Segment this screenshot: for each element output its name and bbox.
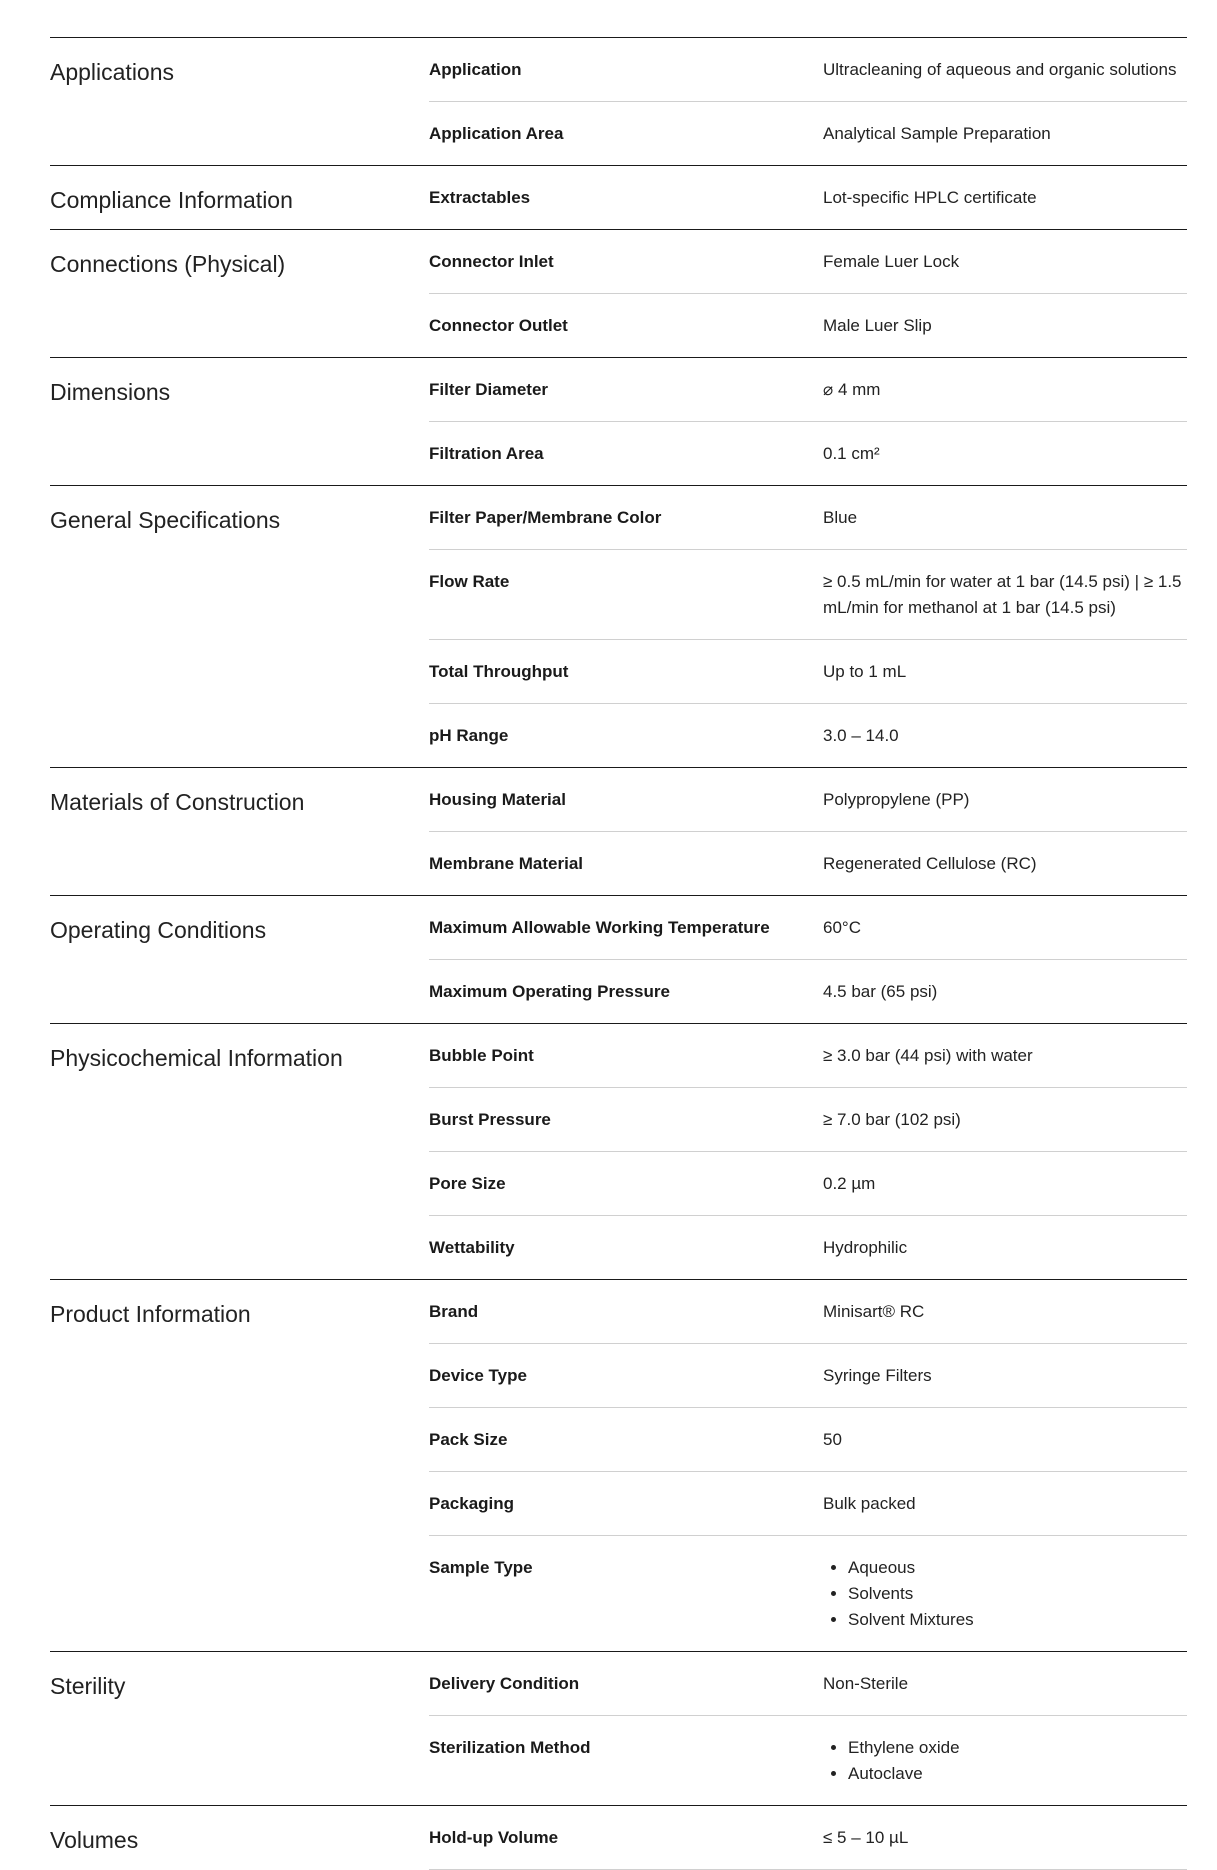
- spec-label: Wettability: [429, 1238, 515, 1257]
- spec-row: [429, 102, 1187, 165]
- spec-group: [50, 767, 1187, 895]
- spec-row: [429, 1806, 1187, 1869]
- list-item: • Autoclave: [848, 1761, 1187, 1787]
- spec-value: 50: [823, 1430, 842, 1449]
- spec-value: Ultracleaning of aqueous and organic solutions: [823, 60, 1177, 79]
- spec-label: Connector Outlet: [429, 316, 568, 335]
- spec-row: [429, 1024, 1187, 1088]
- spec-row: [429, 1152, 1187, 1216]
- spec-group: [50, 485, 1187, 767]
- group-rows: [429, 1806, 1187, 1869]
- group-title: Operating Conditions: [50, 917, 267, 943]
- spec-value: 4.5 bar (65 psi): [823, 982, 938, 1001]
- spec-label: Extractables: [429, 188, 531, 207]
- spec-group: [50, 1279, 1187, 1651]
- spec-label: Filtration Area: [429, 444, 544, 463]
- spec-value-list: [823, 1735, 1187, 1787]
- spec-label: Packaging: [429, 1494, 515, 1513]
- spec-row: [429, 294, 1187, 357]
- spec-row: [429, 1472, 1187, 1536]
- spec-value: Up to 1 mL: [823, 662, 907, 681]
- group-rows: [429, 358, 1187, 485]
- spec-label: Flow Rate: [429, 572, 510, 591]
- spec-value: 0.1 cm²: [823, 444, 880, 463]
- spec-row: [429, 166, 1187, 229]
- spec-group: [50, 1805, 1187, 1869]
- spec-label: Total Throughput: [429, 662, 569, 681]
- group-rows: [429, 768, 1187, 895]
- spec-value: Non-Sterile: [823, 1674, 909, 1693]
- spec-group: [50, 37, 1187, 165]
- spec-row: [429, 1344, 1187, 1408]
- spec-value: [823, 1555, 1187, 1633]
- group-title: Dimensions: [50, 379, 171, 405]
- spec-row: [429, 1088, 1187, 1152]
- spec-row: [429, 422, 1187, 485]
- spec-label: Pore Size: [429, 1174, 506, 1193]
- spec-value: Bulk packed: [823, 1494, 916, 1513]
- spec-group: [50, 229, 1187, 357]
- group-rows: [429, 230, 1187, 357]
- spec-value: Minisart® RC: [823, 1302, 925, 1321]
- spec-label: Housing Material: [429, 790, 566, 809]
- group-title: Materials of Construction: [50, 789, 305, 815]
- spec-value: Syringe Filters: [823, 1366, 932, 1385]
- spec-group: [50, 895, 1187, 1023]
- group-rows: [429, 1280, 1187, 1651]
- spec-row: [429, 1652, 1187, 1716]
- spec-row: [429, 896, 1187, 960]
- spec-label: Bubble Point: [429, 1046, 534, 1065]
- spec-row: [429, 640, 1187, 704]
- spec-row: [429, 704, 1187, 767]
- group-title: Applications: [50, 59, 175, 85]
- group-title: Connections (Physical): [50, 251, 286, 277]
- spec-group: [50, 165, 1187, 229]
- spec-label: Device Type: [429, 1366, 527, 1385]
- spec-value: 0.2 µm: [823, 1174, 876, 1193]
- spec-value: Regenerated Cellulose (RC): [823, 854, 1037, 873]
- list-item: • Solvents: [848, 1581, 1187, 1607]
- spec-value: Analytical Sample Preparation: [823, 124, 1051, 143]
- list-item: • Ethylene oxide: [848, 1735, 1187, 1761]
- group-rows: [429, 166, 1187, 229]
- spec-value: Male Luer Slip: [823, 316, 932, 335]
- spec-row: [429, 230, 1187, 294]
- spec-row: [429, 1536, 1187, 1651]
- spec-value: ≤ 5 – 10 µL: [823, 1828, 909, 1847]
- group-rows: [429, 486, 1187, 767]
- spec-row: [429, 960, 1187, 1023]
- group-rows: [429, 38, 1187, 165]
- spec-label: Burst Pressure: [429, 1110, 551, 1129]
- group-rows: [429, 1652, 1187, 1805]
- spec-row: [429, 832, 1187, 895]
- spec-value: [823, 1735, 1187, 1787]
- spec-row: [429, 550, 1187, 640]
- spec-label: Sample Type: [429, 1558, 533, 1577]
- spec-label: Brand: [429, 1302, 479, 1321]
- group-rows: [429, 896, 1187, 1023]
- spec-label: Delivery Condition: [429, 1674, 580, 1693]
- spec-label: Application Area: [429, 124, 564, 143]
- spec-label: Maximum Operating Pressure: [429, 982, 670, 1001]
- spec-value: ≥ 3.0 bar (44 psi) with water: [823, 1046, 1033, 1065]
- spec-label: Pack Size: [429, 1430, 508, 1449]
- spec-row: [429, 1716, 1187, 1805]
- spec-label: Maximum Allowable Working Temperature: [429, 918, 770, 937]
- spec-group: [50, 357, 1187, 485]
- group-title: Sterility: [50, 1673, 126, 1699]
- spec-value: Hydrophilic: [823, 1238, 908, 1257]
- spec-row: [429, 486, 1187, 550]
- group-rows: [429, 1024, 1187, 1279]
- group-title: Product Information: [50, 1301, 251, 1327]
- spec-value: Polypropylene (PP): [823, 790, 970, 809]
- spec-value: ⌀ 4 mm: [823, 380, 881, 399]
- spec-row: [429, 38, 1187, 102]
- spec-value-list: [823, 1555, 1187, 1633]
- spec-table: [50, 37, 1187, 1870]
- spec-row: [429, 358, 1187, 422]
- spec-group: [50, 1651, 1187, 1805]
- spec-label: pH Range: [429, 726, 509, 745]
- spec-label: Membrane Material: [429, 854, 583, 873]
- group-title: Compliance Information: [50, 187, 293, 213]
- spec-value: Female Luer Lock: [823, 252, 960, 271]
- spec-label: Connector Inlet: [429, 252, 554, 271]
- spec-group: [50, 1023, 1187, 1279]
- spec-value: 60°C: [823, 918, 861, 937]
- spec-label: Filter Paper/Membrane Color: [429, 508, 662, 527]
- group-title: Physicochemical Information: [50, 1045, 343, 1071]
- spec-label: Hold-up Volume: [429, 1828, 559, 1847]
- spec-row: [429, 1280, 1187, 1344]
- spec-label: Sterilization Method: [429, 1738, 591, 1757]
- group-title: Volumes: [50, 1827, 139, 1853]
- spec-value: Lot-specific HPLC certificate: [823, 188, 1037, 207]
- spec-label: Filter Diameter: [429, 380, 549, 399]
- spec-value: Blue: [823, 508, 858, 527]
- spec-value: ≥ 0.5 mL/min for water at 1 bar (14.5 psi) | ≥ 1.5 mL/min for methanol at 1 bar (14.5 psi): [823, 572, 1182, 617]
- spec-row: [429, 768, 1187, 832]
- spec-label: Application: [429, 60, 522, 79]
- list-item: • Aqueous: [848, 1555, 1187, 1581]
- list-item: • Solvent Mixtures: [848, 1607, 1187, 1633]
- spec-row: [429, 1408, 1187, 1472]
- spec-value: 3.0 – 14.0: [823, 726, 899, 745]
- group-title: General Specifications: [50, 507, 281, 533]
- spec-row: [429, 1216, 1187, 1279]
- spec-value: ≥ 7.0 bar (102 psi): [823, 1110, 961, 1129]
